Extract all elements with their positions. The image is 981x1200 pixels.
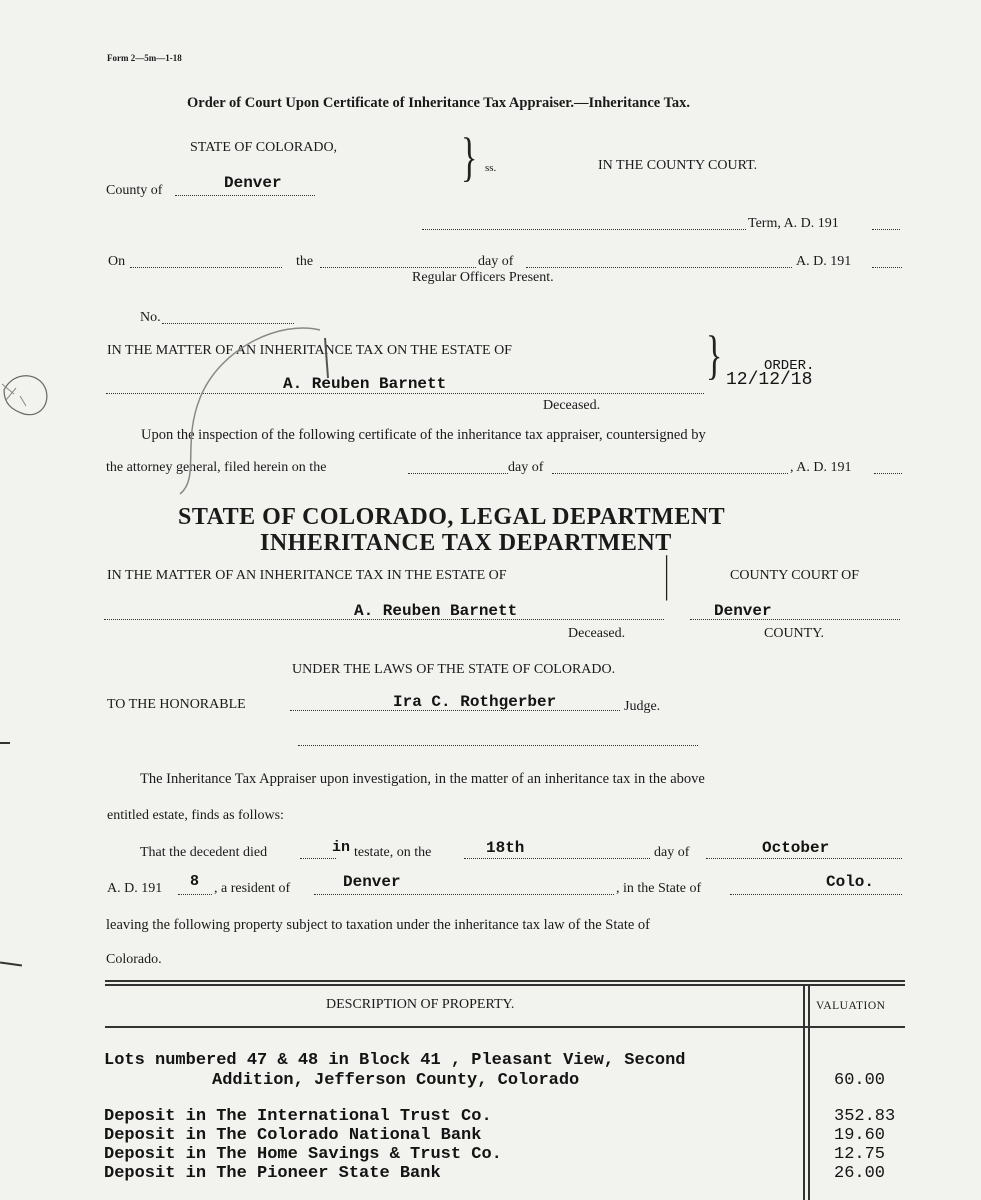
in-state-label: , in the State of bbox=[616, 881, 702, 896]
ss-label: ss. bbox=[485, 162, 497, 174]
leaving-line2: Colorado. bbox=[106, 952, 162, 967]
faint-stamp-outline bbox=[160, 318, 340, 508]
property-row-4-value: 12.75 bbox=[834, 1145, 886, 1164]
ad-label: A. D. 191 bbox=[796, 254, 852, 269]
died-in-prefix: in bbox=[332, 839, 351, 856]
property-row-3: Deposit in The Colorado National Bank bbox=[104, 1126, 482, 1145]
on-label: On bbox=[108, 254, 126, 269]
judge-name: Ira C. Rothgerber bbox=[393, 693, 557, 711]
inspection-line1: Upon the inspection of the following certificate of the inheritance tax appraiser, countersigned by bbox=[141, 427, 706, 443]
to-the-honorable: TO THE HONORABLE bbox=[107, 697, 246, 712]
death-month: October bbox=[762, 839, 830, 857]
property-row-5: Deposit in The Pioneer State Bank bbox=[104, 1164, 441, 1183]
department-line2: INHERITANCE TAX DEPARTMENT bbox=[260, 530, 672, 556]
valuation-column-header: VALUATION bbox=[816, 1000, 886, 1012]
day-of-label: day of bbox=[478, 254, 514, 269]
description-column-header: DESCRIPTION OF PROPERTY. bbox=[326, 997, 515, 1012]
certificate-matter: IN THE MATTER OF AN INHERITANCE TAX IN THE ESTATE OF bbox=[107, 568, 507, 583]
certificate-deceased: Deceased. bbox=[568, 626, 626, 641]
ad-year-label: A. D. 191 bbox=[107, 881, 163, 896]
county-court-of: COUNTY COURT OF bbox=[730, 568, 860, 583]
department-line1: STATE OF COLORADO, LEGAL DEPARTMENT bbox=[178, 504, 726, 530]
matter-heading: IN THE MATTER OF AN INHERITANCE TAX ON THE ESTATE OF bbox=[107, 343, 512, 358]
inspection-line2-b: day of bbox=[508, 460, 544, 475]
term-label: Term, A. D. 191 bbox=[748, 216, 839, 231]
scan-smudge bbox=[0, 360, 60, 440]
form-code: Form 2—5m—1-18 bbox=[107, 53, 182, 63]
certificate-estate-name: A. Reuben Barnett bbox=[354, 602, 518, 620]
county-label: County of bbox=[106, 183, 163, 198]
officers-label: Regular Officers Present. bbox=[412, 270, 554, 285]
deceased-label: Deceased. bbox=[543, 398, 601, 413]
resident-label: , a resident of bbox=[214, 881, 291, 896]
estate-name: A. Reuben Barnett bbox=[283, 375, 447, 393]
no-label: No. bbox=[140, 310, 161, 325]
findings-line1: The Inheritance Tax Appraiser upon investigation, in the matter of an inheritance tax in the above bbox=[140, 771, 705, 787]
certificate-county-label: COUNTY. bbox=[764, 626, 825, 641]
court-label: IN THE COUNTY COURT. bbox=[598, 158, 758, 173]
death-year-digit: 8 bbox=[190, 873, 200, 890]
judge-label: Judge. bbox=[624, 699, 661, 714]
resident-city: Denver bbox=[343, 873, 401, 891]
order-date: 12/12/18 bbox=[726, 370, 813, 390]
property-row-5-value: 26.00 bbox=[834, 1164, 886, 1183]
testate-label: testate, on the bbox=[354, 845, 432, 860]
document-page: Form 2—5m—1-18 Order of Court Upon Certificate of Inheritance Tax Appraiser.—Inheritance Tax. STATE OF COLORADO, County of Denver } ss. IN THE COUNTY COURT. Term, A. D. 191 On the day of A. D. 191 Regular Officers Present. No. IN THE MATTER OF AN INHERITANCE TAX ON THE ESTATE OF A. Reuben Barnett } ORDER. 12/12/18 Deceased. Upon the inspection of the following certificate of the inheritance tax appraiser, countersigned by the attorney general, filed herein on the day of , A. D. 191 STATE OF COLORADO, LEGAL DEPARTMENT INHERITANCE TAX DEPARTMENT IN THE MATTER OF AN INHERITANCE TAX IN THE ESTATE OF COUNTY COURT OF | A. Reuben Barnett Denver Deceased. COUNTY. UNDER THE LAWS OF THE STATE OF COLORADO. TO THE HONORABLE Ira C. Rothgerber Judge. The Inheritance Tax Appraiser upon investigation, in the matter of an inheritance tax in the above entitled estate, finds as follows: That the decedent died in testate, on the 18th day of October A. D. 191 8 , a resident of Denver , in the State of Colo. leaving the following property subject to taxation under the inheritance tax law of the State of Colorado. DESCRIPTION OF PROPERTY. VALUATION Lots numbered 47 & 48 in Block 41 , Pleasant View, Second Addition, Jefferson County, Colorado 60.00 Deposit in The International Trust Co. 352.83 Deposit in The Colorado National Bank 19.60 Deposit in The Home Savings & Trust Co. 12.75 Deposit in The Pioneer State Bank 26.00 bbox=[0, 0, 981, 1200]
laws-label: UNDER THE LAWS OF THE STATE OF COLORADO. bbox=[292, 662, 616, 677]
county-value: Denver bbox=[224, 174, 282, 192]
resident-state: Colo. bbox=[826, 873, 875, 891]
died-label: That the decedent died bbox=[140, 845, 268, 860]
property-row-4: Deposit in The Home Savings & Trust Co. bbox=[104, 1145, 502, 1164]
findings-line2: entitled estate, finds as follows: bbox=[107, 808, 284, 823]
death-day: 18th bbox=[486, 839, 525, 857]
the-label: the bbox=[296, 254, 314, 269]
property-row-1-line1: Lots numbered 47 & 48 in Block 41 , Pleasant View, Second bbox=[104, 1051, 686, 1070]
certificate-county: Denver bbox=[714, 602, 772, 620]
inspection-line2-c: , A. D. 191 bbox=[790, 460, 852, 475]
state-label: STATE OF COLORADO, bbox=[190, 140, 338, 155]
inspection-line2-a: the attorney general, filed herein on the bbox=[106, 460, 327, 475]
property-row-2: Deposit in The International Trust Co. bbox=[104, 1107, 492, 1126]
order-label: ORDER. bbox=[764, 358, 815, 374]
document-title: Order of Court Upon Certificate of Inheritance Tax Appraiser.—Inheritance Tax. bbox=[187, 95, 691, 111]
property-row-3-value: 19.60 bbox=[834, 1126, 886, 1145]
property-row-2-value: 352.83 bbox=[834, 1107, 896, 1126]
property-row-1-line2: Addition, Jefferson County, Colorado bbox=[212, 1071, 580, 1090]
day-of-label2: day of bbox=[654, 845, 690, 860]
property-row-1-value: 60.00 bbox=[834, 1071, 886, 1090]
leaving-line1: leaving the following property subject to taxation under the inheritance tax law of the State of bbox=[106, 917, 650, 933]
